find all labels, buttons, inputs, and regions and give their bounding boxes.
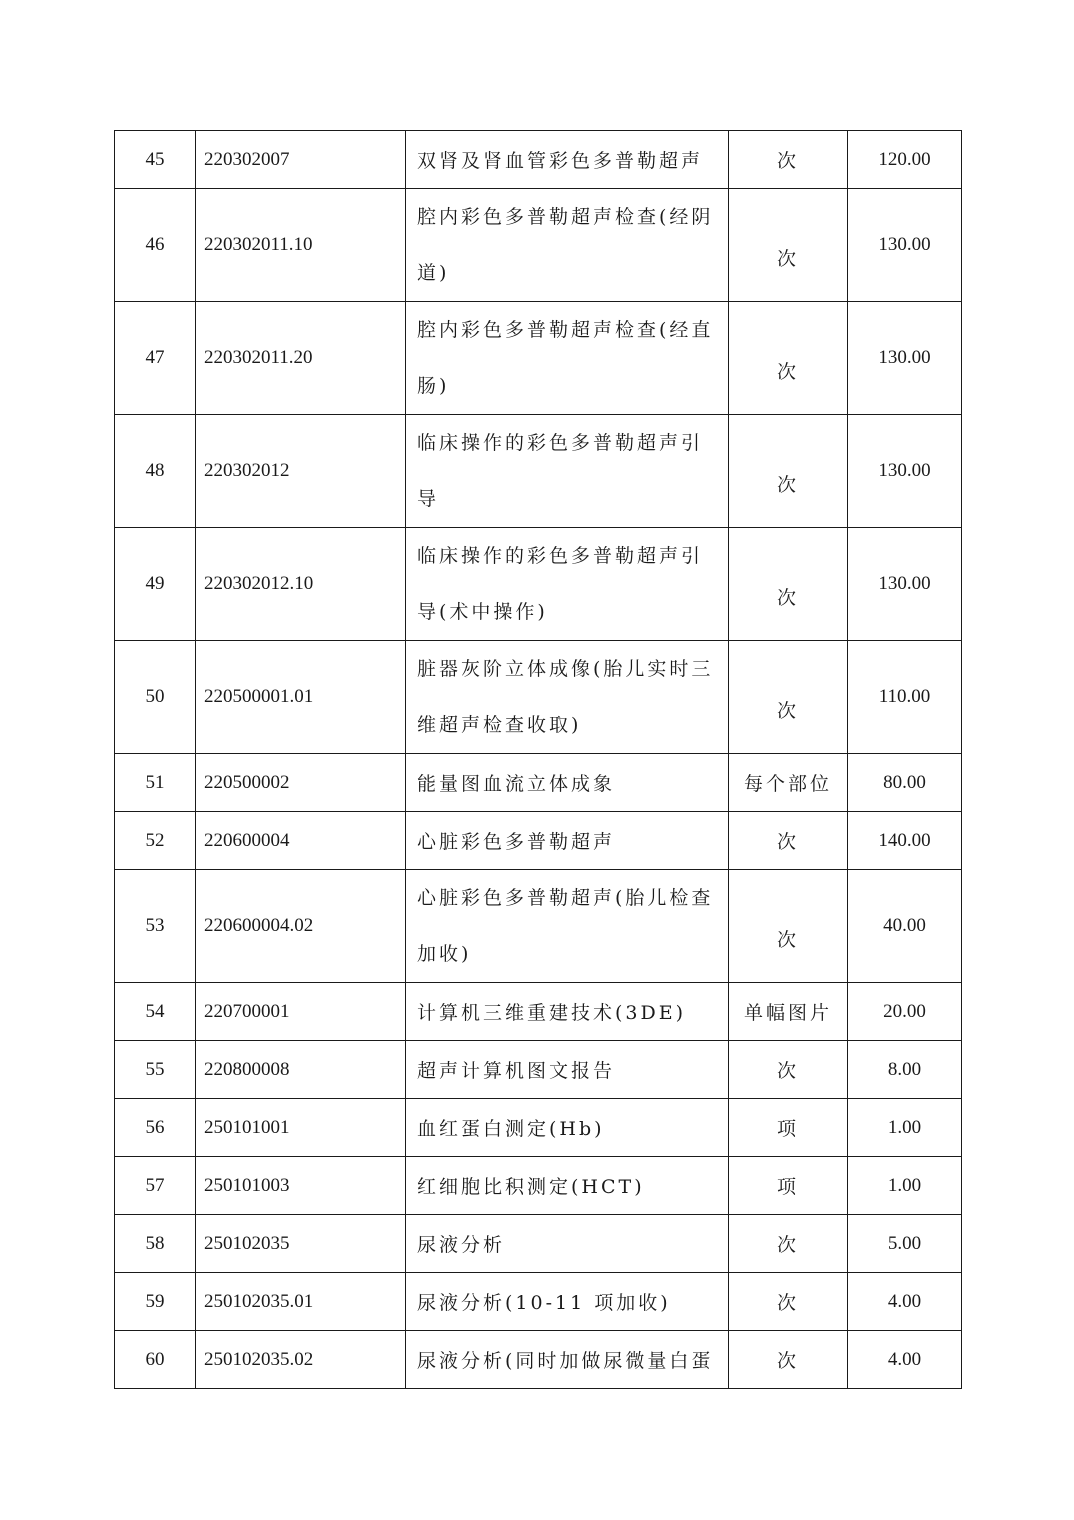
item-code: 220302011.20 bbox=[196, 302, 406, 415]
item-price: 5.00 bbox=[848, 1215, 962, 1273]
row-number: 59 bbox=[115, 1273, 196, 1331]
item-unit: 次 bbox=[729, 812, 848, 870]
item-unit: 每个部位 bbox=[729, 754, 848, 812]
row-number: 52 bbox=[115, 812, 196, 870]
item-unit: 次 bbox=[729, 1273, 848, 1331]
table-row bbox=[115, 415, 962, 528]
row-number: 60 bbox=[115, 1331, 196, 1389]
item-name: 脏器灰阶立体成像(胎儿实时三维超声检查收取) bbox=[406, 641, 729, 754]
item-unit: 项 bbox=[729, 1099, 848, 1157]
row-number: 50 bbox=[115, 641, 196, 754]
item-price: 110.00 bbox=[848, 641, 962, 754]
item-code: 250102035 bbox=[196, 1215, 406, 1273]
row-number: 48 bbox=[115, 415, 196, 528]
item-price: 4.00 bbox=[848, 1273, 962, 1331]
item-price: 8.00 bbox=[848, 1041, 962, 1099]
item-name: 尿液分析 bbox=[406, 1215, 729, 1273]
table-row bbox=[115, 528, 962, 641]
item-price: 20.00 bbox=[848, 983, 962, 1041]
item-name: 临床操作的彩色多普勒超声引导(术中操作) bbox=[406, 528, 729, 641]
item-unit: 次 bbox=[729, 641, 848, 754]
item-unit: 次 bbox=[729, 415, 848, 528]
item-unit: 次 bbox=[729, 1041, 848, 1099]
table-row bbox=[115, 302, 962, 415]
item-code: 220302011.10 bbox=[196, 189, 406, 302]
item-name: 心脏彩色多普勒超声(胎儿检查加收) bbox=[406, 870, 729, 983]
item-price: 130.00 bbox=[848, 189, 962, 302]
item-unit: 次 bbox=[729, 1215, 848, 1273]
item-name: 尿液分析(10-11 项加收) bbox=[406, 1273, 729, 1331]
row-number: 45 bbox=[115, 131, 196, 189]
table-row bbox=[115, 1041, 962, 1099]
item-price: 130.00 bbox=[848, 528, 962, 641]
item-name: 双肾及肾血管彩色多普勒超声 bbox=[406, 131, 729, 189]
item-price: 130.00 bbox=[848, 415, 962, 528]
table-row bbox=[115, 1099, 962, 1157]
item-code: 220800008 bbox=[196, 1041, 406, 1099]
table-row bbox=[115, 131, 962, 189]
item-name: 尿液分析(同时加做尿微量白蛋 bbox=[406, 1331, 729, 1389]
row-number: 49 bbox=[115, 528, 196, 641]
table-row bbox=[115, 1215, 962, 1273]
item-price: 130.00 bbox=[848, 302, 962, 415]
item-unit: 单幅图片 bbox=[729, 983, 848, 1041]
item-name: 计算机三维重建技术(3DE) bbox=[406, 983, 729, 1041]
table-row bbox=[115, 1273, 962, 1331]
row-number: 51 bbox=[115, 754, 196, 812]
table-row bbox=[115, 983, 962, 1041]
item-code: 250102035.01 bbox=[196, 1273, 406, 1331]
item-price: 1.00 bbox=[848, 1157, 962, 1215]
item-unit: 次 bbox=[729, 528, 848, 641]
item-code: 220700001 bbox=[196, 983, 406, 1041]
item-price: 4.00 bbox=[848, 1331, 962, 1389]
table-row bbox=[115, 1331, 962, 1389]
row-number: 58 bbox=[115, 1215, 196, 1273]
item-code: 250102035.02 bbox=[196, 1331, 406, 1389]
item-code: 220500001.01 bbox=[196, 641, 406, 754]
item-unit: 次 bbox=[729, 131, 848, 189]
table-row bbox=[115, 812, 962, 870]
item-price: 1.00 bbox=[848, 1099, 962, 1157]
table-row bbox=[115, 754, 962, 812]
item-price: 120.00 bbox=[848, 131, 962, 189]
table-row bbox=[115, 641, 962, 754]
row-number: 53 bbox=[115, 870, 196, 983]
row-number: 57 bbox=[115, 1157, 196, 1215]
item-code: 220302007 bbox=[196, 131, 406, 189]
item-name: 腔内彩色多普勒超声检查(经直肠) bbox=[406, 302, 729, 415]
fee-table bbox=[114, 130, 962, 1389]
item-name: 心脏彩色多普勒超声 bbox=[406, 812, 729, 870]
item-name: 临床操作的彩色多普勒超声引导 bbox=[406, 415, 729, 528]
item-unit: 次 bbox=[729, 1331, 848, 1389]
item-code: 250101003 bbox=[196, 1157, 406, 1215]
item-name: 腔内彩色多普勒超声检查(经阴道) bbox=[406, 189, 729, 302]
table-row bbox=[115, 870, 962, 983]
row-number: 55 bbox=[115, 1041, 196, 1099]
item-name: 超声计算机图文报告 bbox=[406, 1041, 729, 1099]
item-code: 220600004.02 bbox=[196, 870, 406, 983]
item-price: 80.00 bbox=[848, 754, 962, 812]
table-row bbox=[115, 189, 962, 302]
item-name: 能量图血流立体成象 bbox=[406, 754, 729, 812]
row-number: 46 bbox=[115, 189, 196, 302]
item-code: 220302012.10 bbox=[196, 528, 406, 641]
item-price: 140.00 bbox=[848, 812, 962, 870]
item-name: 血红蛋白测定(Hb) bbox=[406, 1099, 729, 1157]
item-unit: 项 bbox=[729, 1157, 848, 1215]
item-code: 220600004 bbox=[196, 812, 406, 870]
item-price: 40.00 bbox=[848, 870, 962, 983]
row-number: 47 bbox=[115, 302, 196, 415]
table-row bbox=[115, 1157, 962, 1215]
item-code: 250101001 bbox=[196, 1099, 406, 1157]
item-code: 220500002 bbox=[196, 754, 406, 812]
item-unit: 次 bbox=[729, 189, 848, 302]
item-unit: 次 bbox=[729, 302, 848, 415]
item-code: 220302012 bbox=[196, 415, 406, 528]
item-name: 红细胞比积测定(HCT) bbox=[406, 1157, 729, 1215]
item-unit: 次 bbox=[729, 870, 848, 983]
fee-table-body bbox=[115, 131, 962, 1389]
row-number: 54 bbox=[115, 983, 196, 1041]
row-number: 56 bbox=[115, 1099, 196, 1157]
